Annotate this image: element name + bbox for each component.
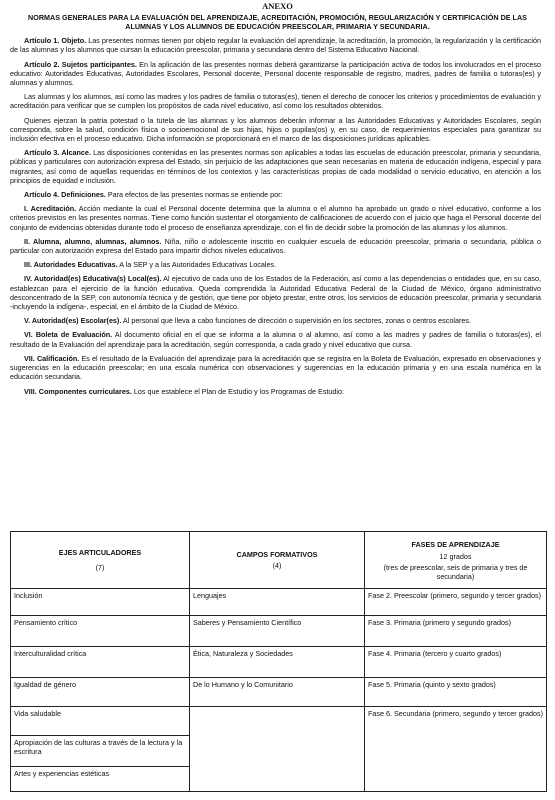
- paragraph-text: Quienes ejerzan la patria potestad o la tutela de las alumnas y los alumnos deberán informar a las Autoridades Educativas y Autoridades Escolares, según corresponda, sobre la salud, condición física o socioemocional de sus hijas, hijos o pupilas(os) y, en su caso, de requerimientos especiales para garantizar su inclusión efectiva en el proceso educativo. Dicha información se proporcionará en el marco de las disposiciones jurídicas aplicables.: [10, 115, 541, 144]
- paragraph: [10, 60, 541, 88]
- campos-header-count: (4): [272, 561, 282, 570]
- paragraph-lead: III. Autoridades Educativas.: [24, 260, 118, 270]
- paragraph-text: Para efectos de las presentes normas se entiende por:: [105, 190, 283, 200]
- paragraph: [10, 190, 541, 199]
- paragraph: [10, 316, 541, 325]
- table-row: [11, 589, 547, 616]
- table-body: [11, 589, 547, 792]
- eje-cell: Artes y experiencias estéticas: [11, 767, 190, 792]
- paragraph: [10, 204, 541, 232]
- paragraph-text: A la SEP y a las Autoridades Educativas Locales.: [117, 260, 277, 270]
- articles-body: [0, 36, 555, 396]
- paragraph: [10, 260, 541, 269]
- document-page: [0, 0, 555, 396]
- fases-header-label: FASES DE APRENDIZAJE: [411, 539, 500, 549]
- paragraph-text: Los que establece el Plan de Estudio y los Programas de Estudio:: [131, 386, 345, 396]
- paragraph-text: Las alumnas y los alumnos, así como las madres y los padres de familia o tutoras(es), tienen el derecho de conocer los criterios y procedimientos de evaluación y acreditación para verificar que se cumplen los propósitos de cada nivel educativo, así como los resultados obtenidos.: [10, 92, 541, 111]
- paragraph-text: Al personal que lleva a cabo funciones de dirección o supervisión en los sectores, zonas o centros escolares.: [121, 316, 471, 326]
- fase-cell: Fase 2. Preescolar (primero, segundo y tercer grados): [365, 589, 547, 616]
- table-row: [11, 616, 547, 647]
- ejes-header-label: EJES ARTICULADORES: [58, 548, 142, 557]
- campo-cell-empty: [190, 707, 365, 792]
- paragraph-lead: Artículo 1. Objeto.: [24, 36, 87, 46]
- eje-cell: Apropiación de las culturas a través de la lectura y la escritura: [11, 736, 190, 767]
- campos-header-label: CAMPOS FORMATIVOS: [236, 550, 318, 559]
- table-row: [11, 678, 547, 707]
- paragraph-lead: V. Autoridad(es) Escolar(es).: [24, 316, 122, 326]
- paragraph-text: Es el resultado de la Evaluación del aprendizaje para la acreditación que se registra en la Boleta de Evaluación, expresado en observaciones y sugerencias en la educación preescolar; en una escala numérica con observaciones y sugerencias en la educación primaria y en una escala numérica en la educación secundaria.: [10, 353, 541, 382]
- eje-cell: Pensamiento crítico: [11, 616, 190, 647]
- paragraph-lead: II. Alumna, alumno, alumnas, alumnos.: [24, 236, 162, 246]
- fase-cell: Fase 3. Primaria (primero y segundo grados): [365, 616, 547, 647]
- campo-cell: Lenguajes: [190, 589, 365, 616]
- paragraph-lead: VI. Boleta de Evaluación.: [24, 330, 113, 340]
- paragraph: [10, 330, 541, 348]
- paragraph-text: En la aplicación de las presentes normas deberá garantizarse la participación activa de todos los involucrados en el proceso educativo: Autoridades Educativas, Autoridades Escolares, Personal docente, Personal docente responsable de registro, madres, padres de familia o tutoras(es) y alumnas y alumnos.: [10, 59, 541, 88]
- paragraph-text: Las disposiciones contenidas en las presentes normas son aplicables a todas las escuelas de educación preescolar, primaria y secundaria, públicas y particulares con autorización expresa del Estado, sin perjuicio de las adaptaciones que sean necesarias en materia de educación indígena, especial y para migrantes, así como de aquellas requeridas en términos de los contextos y las características propias de cada modalidad o servicio educativo, en atención a los principios de equidad e inclusión.: [10, 148, 541, 185]
- eje-cell: Vida saludable: [11, 707, 190, 736]
- paragraph-lead: Artículo 3. Alcance.: [24, 148, 91, 158]
- table-header-row: [11, 532, 547, 589]
- paragraph-lead: Artículo 4. Definiciones.: [24, 190, 106, 200]
- paragraph-lead: I. Acreditación.: [24, 204, 77, 214]
- paragraph-text: Acción mediante la cual el Personal docente determina que la alumna o el alumno ha aprobado un grado o nivel educativo, conforme a los criterios previstos en las presentes normas. Tiene como función sustentar el otorgamiento de calificaciones de acuerdo con el juicio que haga el Personal docente del conjunto de evidencias obtenidas durante todo el proceso de enseñanza aprendizaje, con el fin de decidir sobre la promoción de las alumnas y los alumnos.: [10, 204, 541, 232]
- campos-header: [190, 532, 365, 589]
- campo-cell: Ética, Naturaleza y Sociedades: [190, 647, 365, 678]
- eje-cell: Inclusión: [11, 589, 190, 616]
- eje-cell: Interculturalidad crítica: [11, 647, 190, 678]
- paragraph: [10, 148, 541, 185]
- paragraph: [10, 354, 541, 382]
- document-title: NORMAS GENERALES PARA LA EVALUACIÓN DEL APRENDIZAJE, ACREDITACIÓN, PROMOCIÓN, REGULARIZACIÓN Y CERTIFICACIÓN DE LAS ALUMNAS Y LOS ALUMNOS DE EDUCACIÓN PREESCOLAR, PRIMARIA Y SECUNDARIA.: [28, 13, 527, 32]
- paragraph-text: Al ejecutivo de cada uno de los Estados de la Federación, así como a las dependencias o entidades que, en su caso, establezcan para el ejercicio de la función educativa. Queda comprendida la Autoridad Educativa Federal de la Ciudad de México, órgano administrativo desconcentrado de la SEP, con autonomía técnica y de gestión, que tiene por objeto prestar, entre otros, los servicios de educación preescolar, primaria y secundaria -incluyendo la indígena-, especial, en el ámbito de la Ciudad de México.: [10, 274, 541, 312]
- paragraph-text: Niña, niño o adolescente inscrito en cualquier escuela de educación preescolar, primaria o secundaria, pública o particular con autorización expresa del Estado para impartir dichos niveles educativos.: [10, 236, 541, 256]
- paragraph: [10, 387, 541, 396]
- paragraph-lead: VII. Calificación.: [24, 353, 80, 363]
- paragraph-text: Al documento oficial en el que se informa a la alumna o al alumno, así como a las madres y padres de familia o tutoras(es), el resultado de la Evaluación del aprendizaje para la acreditación, según corresponda, a cada grado y nivel educativo que cursa.: [10, 330, 542, 349]
- ejes-header-count: (7): [95, 563, 105, 572]
- fases-header-note: (tres de preescolar, seis de primaria y tres de secundaria): [383, 562, 528, 581]
- fase-cell: Fase 5. Primaria (quinto y sexto grados): [365, 678, 547, 707]
- table-row: [11, 707, 547, 736]
- fases-header: [365, 532, 547, 589]
- paragraph: [10, 92, 541, 110]
- campo-cell: De lo Humano y lo Comunitario: [190, 678, 365, 707]
- paragraph: [10, 274, 541, 311]
- fase-cell: Fase 4. Primaria (tercero y cuarto grados): [365, 647, 547, 678]
- anexo-heading: ANEXO: [262, 1, 293, 11]
- curricular-components-table: [10, 531, 547, 792]
- eje-cell: Igualdad de género: [11, 678, 190, 707]
- paragraph: [10, 237, 541, 255]
- campo-cell: Saberes y Pensamiento Científico: [190, 616, 365, 647]
- fases-header-grades: 12 grados: [439, 551, 472, 561]
- paragraph: [10, 116, 541, 144]
- paragraph-lead: IV. Autoridad(es) Educativa(s) Local(es).: [24, 274, 162, 284]
- fase-cell: Fase 6. Secundaria (primero, segundo y tercer grados): [365, 707, 547, 792]
- paragraph-lead: VIII. Componentes curriculares.: [24, 386, 132, 396]
- paragraph: [10, 36, 541, 54]
- ejes-header: [11, 532, 190, 589]
- table-row: [11, 647, 547, 678]
- paragraph-lead: Artículo 2. Sujetos participantes.: [24, 59, 137, 69]
- paragraph-text: Las presentes normas tienen por objeto regular la evaluación del aprendizaje, la acreditación, la promoción, la regularización y la certificación de las alumnas y los alumnos que cursan la educación preescolar, primaria y secundaria dentro del Sistema Educativo Nacional.: [10, 36, 541, 55]
